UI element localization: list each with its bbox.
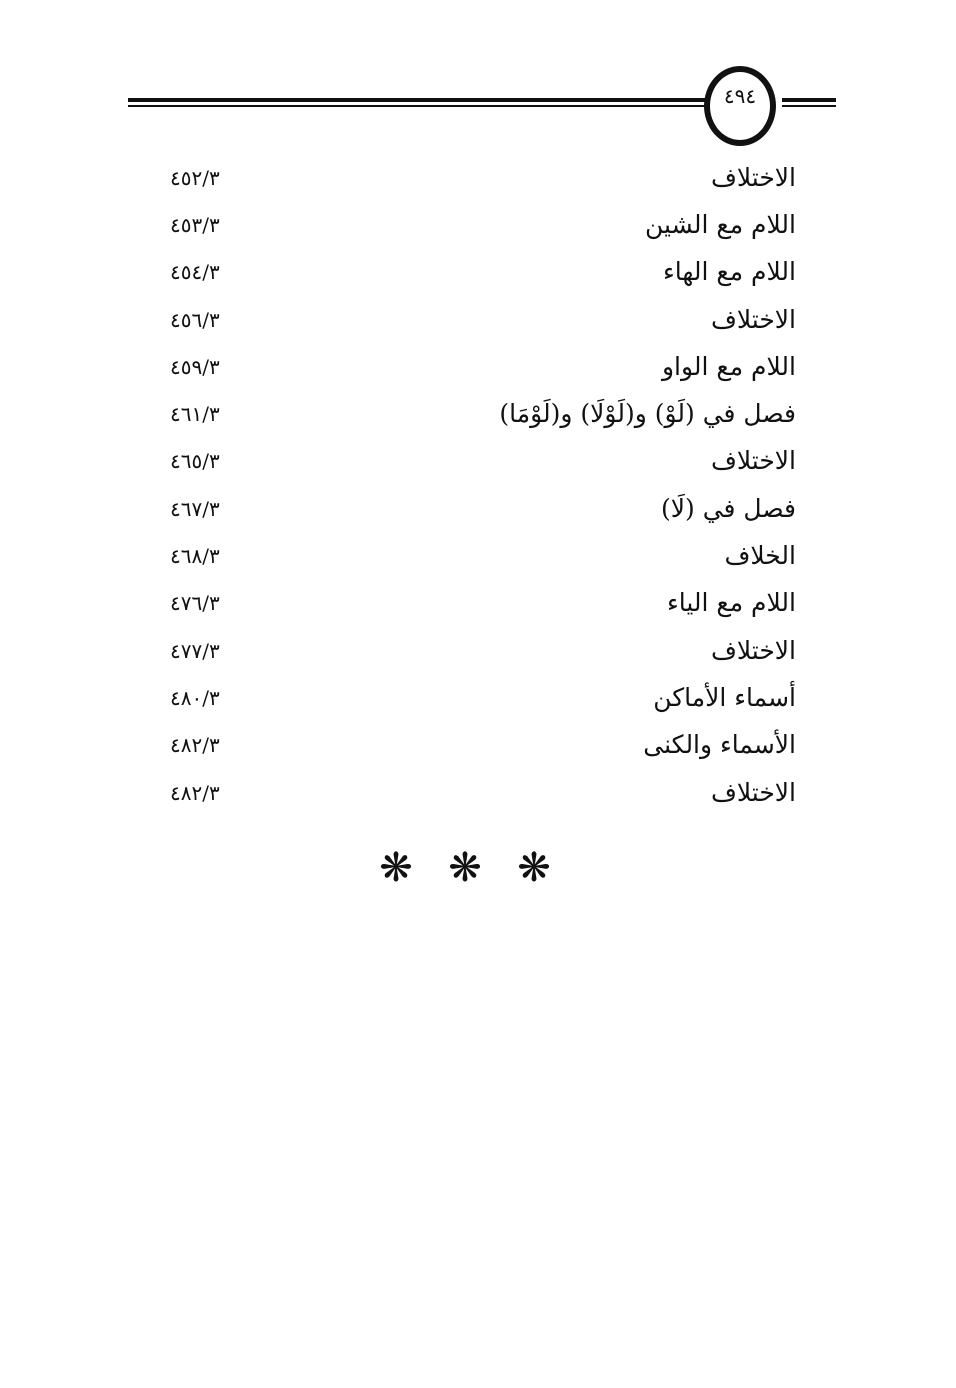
toc-entry-title: اللام مع الياء [666, 588, 796, 618]
toc-entry-reference: ٤٦١/٣ [170, 402, 220, 427]
toc-entry-title: الخلاف [724, 541, 796, 571]
toc-entry [170, 485, 796, 532]
toc-entry-title: الأسماء والكنى [643, 730, 796, 760]
toc-entry-reference: ٤٥٩/٣ [170, 354, 220, 379]
toc-entry-title: فصل في (لَا) [660, 493, 796, 523]
toc-entry-title: الاختلاف [710, 777, 796, 807]
toc-entry [170, 249, 796, 296]
toc-entry-reference: ٤٥٣/٣ [170, 212, 220, 237]
toc-entry [170, 154, 796, 201]
toc-entry [170, 296, 796, 343]
asterism-icon: ❋ [379, 845, 413, 891]
toc-entry [170, 343, 796, 390]
toc-entry [170, 674, 796, 721]
toc-entry-title: الاختلاف [710, 304, 796, 334]
toc-entry-reference: ٤٨٠/٣ [170, 685, 220, 710]
toc-entry [170, 532, 796, 579]
header-rule-thin-right [782, 105, 836, 107]
toc-entry-title: فصل في (لَوْ) و(لَوْلَا) و(لَوْمَا) [499, 399, 796, 429]
page-header [0, 0, 956, 160]
header-rule-thick-left [128, 98, 706, 102]
toc-entry [170, 390, 796, 437]
toc-entry-reference: ٤٦٧/٣ [170, 496, 220, 521]
toc-entry-title: اللام مع الواو [661, 351, 796, 381]
toc-entry [170, 627, 796, 674]
toc-entry [170, 722, 796, 769]
toc-entry-reference: ٤٦٥/٣ [170, 449, 220, 474]
toc-entry-reference: ٤٨٢/٣ [170, 780, 220, 805]
toc-entry-reference: ٤٧٧/٣ [170, 638, 220, 663]
toc-entry-title: اللام مع الهاء [662, 257, 796, 287]
toc-entry-reference: ٤٥٤/٣ [170, 260, 220, 285]
asterism-icon: ❋ [448, 845, 482, 891]
page-number: ٤٩٤ [723, 84, 757, 108]
page-number-badge [704, 66, 776, 146]
section-end-ornament [370, 842, 560, 894]
toc-entry-reference: ٤٦٨/٣ [170, 544, 220, 569]
toc-entry [170, 438, 796, 485]
table-of-contents [170, 154, 796, 816]
toc-entry-reference: ٤٥٦/٣ [170, 307, 220, 332]
toc-entry-title: أسماء الأماكن [653, 682, 796, 712]
toc-entry [170, 580, 796, 627]
toc-entry [170, 769, 796, 816]
toc-entry-title: الاختلاف [710, 446, 796, 476]
toc-entry-title: اللام مع الشين [645, 209, 796, 239]
toc-entry [170, 201, 796, 248]
toc-entry-reference: ٤٨٢/٣ [170, 733, 220, 758]
toc-entry-title: الاختلاف [710, 635, 796, 665]
asterism-icon: ❋ [517, 845, 551, 891]
header-rule-thin-left [128, 105, 706, 107]
header-rule-thick-right [782, 98, 836, 102]
toc-entry-reference: ٤٧٦/٣ [170, 591, 220, 616]
toc-entry-reference: ٤٥٢/٣ [170, 165, 220, 190]
toc-entry-title: الاختلاف [710, 162, 796, 192]
